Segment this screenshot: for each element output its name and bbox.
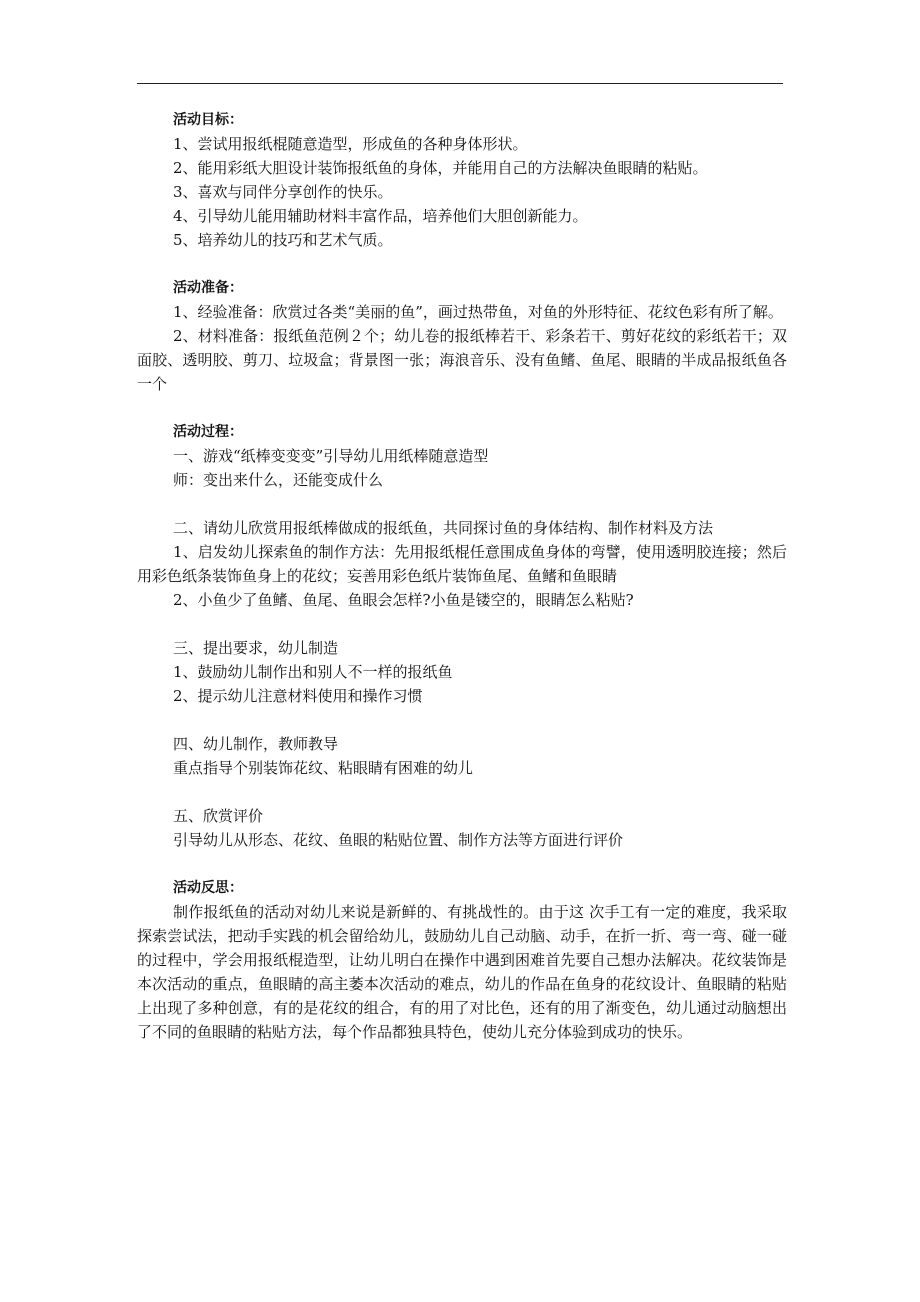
goal-item: 1、尝试用报纸棍随意造型，形成鱼的各种身体形状。: [173, 135, 528, 153]
goal-item: 4、引导幼儿能用辅助材料丰富作品，培养他们大胆创新能力。: [173, 207, 588, 225]
header-rule: [137, 83, 783, 84]
reflection-text: 制作报纸鱼的活动对幼儿来说是新鲜的、有挑战性的。由于这 次手工有一定的难度，我采取探索尝试法，把动手实践的机会留给幼儿，鼓励幼儿自己动脑、动手，在折一折、弯一弯、碰一碰的过程中，学会用报纸棍造型，让幼儿明白在操作中遇到困难首先要自己想办法解决。花纹装饰是本次活动的重点，鱼眼睛的高主萎本次活动的难点，幼儿的作品在鱼身的花纹设计、鱼眼睛的粘贴上出现了多种创意，有的是花纹的组合，有的用了对比色，还有的用了渐变色，幼儿通过动脑想出了不同的鱼眼睛的粘贴方法，每个作品都独具特色，使幼儿充分体验到成功的快乐。: [137, 903, 787, 1041]
process-step-line: 师：变出来什么，还能变成什么: [173, 471, 384, 489]
preparation-heading: 活动准备：: [173, 280, 243, 296]
process-section: [137, 420, 787, 852]
process-step-title: 四、幼儿制作，教师教导: [173, 735, 339, 753]
process-step-title: 五、欣赏评价: [173, 807, 264, 825]
process-step-line: 重点指导个别装饰花纹、粘眼睛有困难的幼儿: [173, 759, 474, 777]
reflection-heading: 活动反思：: [173, 880, 243, 896]
process-step-title: 二、请幼儿欣赏用报纸棒做成的报纸鱼，共同探讨鱼的身体结构、制作材料及方法: [173, 519, 714, 537]
preparation-item: 2、材料准备：报纸鱼范例２个；幼儿卷的报纸棒若干、彩条若干、剪好花纹的彩纸若干；双面胶、透明胶、剪刀、垃圾盒；背景图一张；海浪音乐、没有鱼鳍、鱼尾、眼睛的半成品报纸鱼各一个: [137, 327, 787, 393]
preparation-item: 1、经验准备：欣赏过各类“美丽的鱼”，画过热带鱼，对鱼的外形特征、花纹色彩有所了解。: [173, 303, 783, 321]
process-heading: 活动过程：: [173, 424, 243, 440]
goals-heading: 活动目标：: [173, 112, 243, 128]
reflection-section: [137, 876, 787, 1044]
goal-item: 5、培养幼儿的技巧和艺术气质。: [173, 231, 393, 249]
process-step-line: 1、鼓励幼儿制作出和别人不一样的报纸鱼: [173, 663, 453, 681]
goals-section: [137, 108, 787, 252]
process-step-line: 1、启发幼儿探索鱼的制作方法：先用报纸棍任意围成鱼身体的弯譬，使用透明胶连接；然后用彩色纸条装饰鱼身上的花纹；妄善用彩色纸片装饰鱼尾、鱼鳍和鱼眼睛: [137, 543, 787, 585]
process-step-line: 2、提示幼儿注意材料使用和操作习惯: [173, 687, 423, 705]
document-body: [137, 108, 787, 1044]
goal-item: 3、喜欢与同伴分享创作的快乐。: [173, 183, 393, 201]
process-step-title: 一、游戏“纸棒变变变”引导幼儿用纸棒随意造型: [173, 447, 489, 465]
process-step-title: 三、提出要求，幼儿制造: [173, 639, 339, 657]
goal-item: 2、能用彩纸大胆设计装饰报纸鱼的身体，并能用自己的方法解决鱼眼睛的粘贴。: [173, 159, 708, 177]
process-step-line: 引导幼儿从形态、花纹、鱼眼的粘贴位置、制作方法等方面进行评价: [173, 831, 624, 849]
preparation-section: [137, 276, 787, 396]
process-step-line: 2、小鱼少了鱼鳍、鱼尾、鱼眼会怎样?小鱼是镂空的，眼睛怎么粘贴?: [173, 591, 634, 609]
